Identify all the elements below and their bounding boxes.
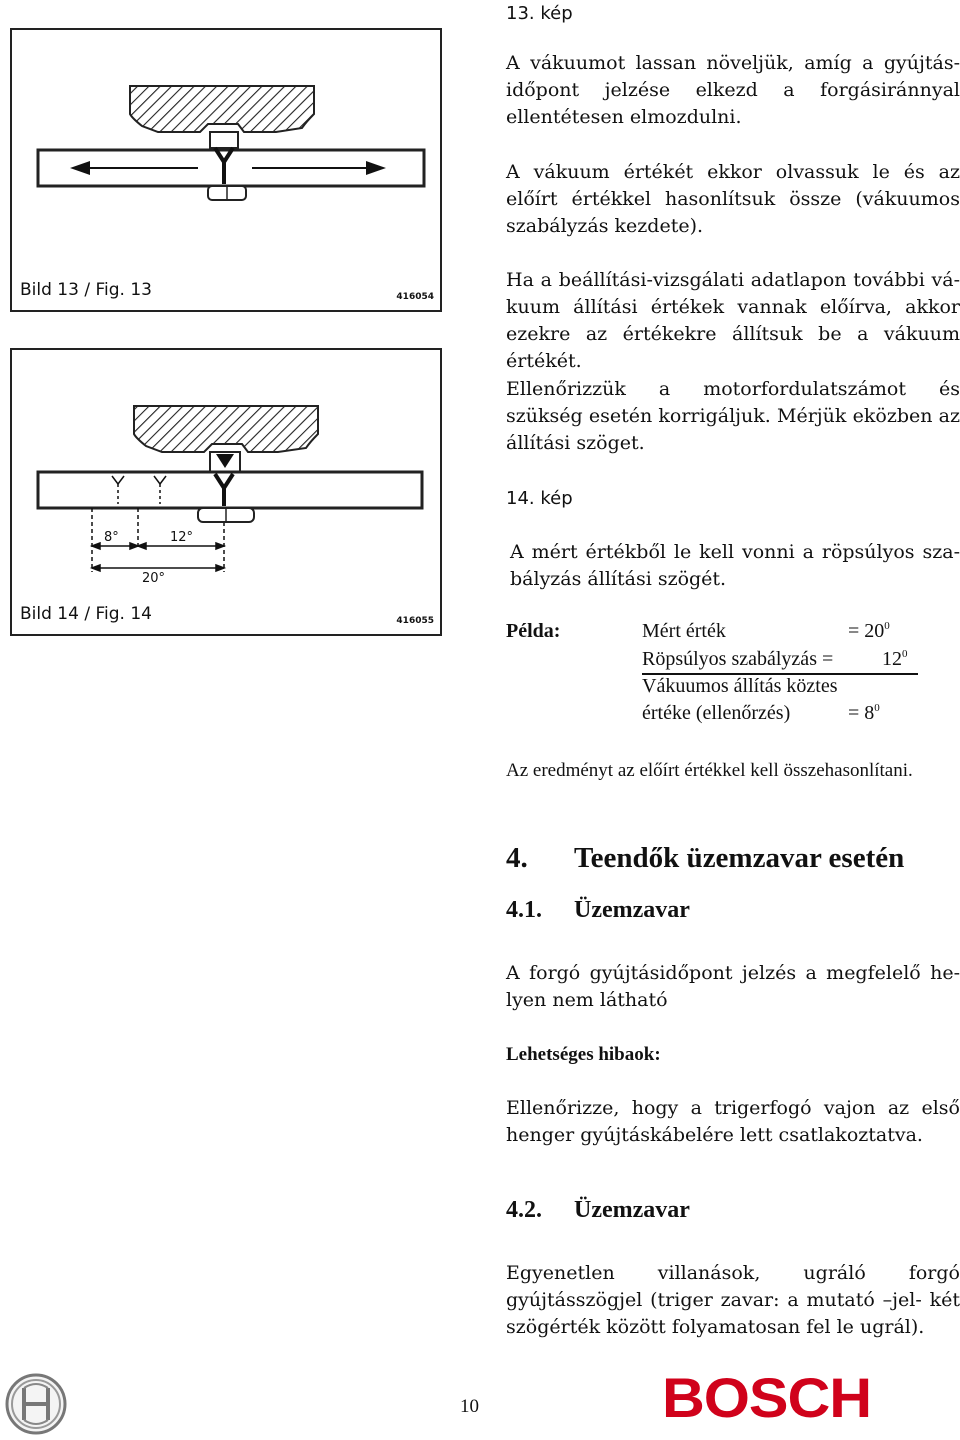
section-4-heading xyxy=(506,842,904,875)
hatched-housing xyxy=(130,86,314,132)
section-4-number: 4. xyxy=(506,842,528,874)
example-row4-value: = $8^0$ xyxy=(848,702,880,724)
example-row4-label: értéke (ellenőrzés) xyxy=(642,702,791,724)
paragraph-further-values: Ha a beállítási-vizsgálati adatlapon további vákuum állítási értékek vannak előírva, akkor ezekre az értékekre állítsuk be a vákuum értékét. xyxy=(506,269,960,372)
bosch-armature-icon xyxy=(4,1372,68,1436)
section-41-text2: Ellenőrizze, hogy a trigerfogó vajon az első henger gyújtáskábelére lett csatlakoztatva. xyxy=(506,1097,960,1146)
section-41-number: 4.1. xyxy=(506,897,542,923)
section-4-title: Teendők üzemzavar esetén xyxy=(574,842,905,874)
example-row1-value: = $20^0$ xyxy=(848,620,890,642)
figure-13-caption: Bild 13 / Fig. 13 xyxy=(20,280,152,300)
section-41-heading xyxy=(506,897,690,924)
example-row2-label: Röpsúlyos szabályzás = xyxy=(642,648,834,670)
section-42-title: Üzemzavar xyxy=(574,1197,690,1223)
bosch-logo: BOSCH xyxy=(662,1366,872,1429)
section-42-text: Egyenetlen villanások, ugráló forgó gyújtásszögjel (triger zavar: a mutató –jel- két szögérték között folyamatosan fel le ugrál). xyxy=(506,1262,960,1338)
section-42-heading xyxy=(506,1197,690,1224)
paragraph-compare-result: Az eredményt az előírt értékkel kell összehasonlítani. xyxy=(506,760,913,781)
example-row3-label: Vákuumos állítás köztes xyxy=(642,675,838,697)
paragraph-check-rpm: Ellenőrizzük a motorfordulatszámot és szükség esetén korrigáljuk. Mérjük eközben az állítási szöget. xyxy=(506,378,960,454)
example-row2-value: $12^0$ xyxy=(882,648,908,670)
example-label: Példa: xyxy=(506,620,561,642)
angle-label-20: 20° xyxy=(142,571,166,586)
section-41-title: Üzemzavar xyxy=(574,897,690,923)
figure-13-label: 13. kép xyxy=(506,3,573,24)
figure-14-caption: Bild 14 / Fig. 14 xyxy=(20,604,152,624)
section-42-number: 4.2. xyxy=(506,1197,542,1223)
paragraph-subtract: A mért értékből le kell vonni a röpsúlyos szabályzás állítási szögét. xyxy=(510,541,960,590)
section-41-subheading: Lehetséges hibaok: xyxy=(506,1044,661,1065)
example-row1-label: Mért érték xyxy=(642,620,726,642)
paragraph-vacuum-increase: A vákuumot lassan növeljük, amíg a gyújtásidőpont jelzése elkezd a forgásiránnyal ellentétesen elmozdulni. xyxy=(506,52,960,128)
figure-14-diagram xyxy=(12,350,440,634)
figure-14-label: 14. kép xyxy=(506,488,573,509)
angle-label-12: 12° xyxy=(170,530,194,545)
figure-13-diagram xyxy=(12,30,440,310)
page-number: 10 xyxy=(460,1396,479,1417)
figure-13-code: 416054 xyxy=(396,292,434,302)
figure-14-code: 416055 xyxy=(396,616,434,626)
angle-label-8: 8° xyxy=(104,530,119,545)
figure-14 xyxy=(10,348,442,636)
paragraph-vacuum-read: A vákuum értékét ekkor olvassuk le és az előírt értékkel hasonlítsuk össze (vákuumos szabályzás kezdete). xyxy=(506,161,960,237)
figure-13 xyxy=(10,28,442,312)
section-41-text: A forgó gyújtásidőpont jelzés a megfelelő helyen nem látható xyxy=(506,962,960,1011)
